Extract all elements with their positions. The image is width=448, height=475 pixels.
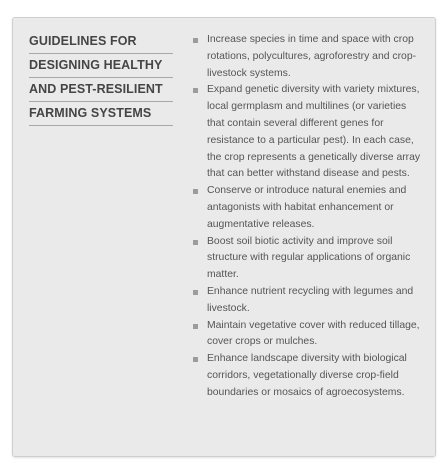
square-bullet-icon <box>193 88 198 93</box>
square-bullet-icon <box>193 324 198 329</box>
list-item <box>191 351 423 401</box>
list-item <box>191 32 423 82</box>
list-item <box>191 284 423 318</box>
square-bullet-icon <box>193 357 198 362</box>
square-bullet-icon <box>193 240 198 245</box>
list-item <box>191 82 423 183</box>
square-bullet-icon <box>193 38 198 43</box>
list-item-text: Enhance nutrient recycling with legumes and livestock. <box>207 285 414 314</box>
heading-line-3: AND PEST-RESILIENT <box>29 78 173 102</box>
list-item-text: Increase species in time and space with crop rotations, polycultures, agroforestry and crop-livestock systems. <box>207 34 417 79</box>
square-bullet-icon <box>193 189 198 194</box>
list-item-text: Boost soil biotic activity and improve soil structure with regular applications of organic matter. <box>207 235 411 281</box>
heading-line-2: DESIGNING HEALTHY <box>29 54 173 78</box>
list-item <box>191 183 423 233</box>
guidelines-list <box>191 32 423 402</box>
list-item-text: Maintain vegetative cover with reduced tillage, cover crops or mulches. <box>207 319 420 348</box>
guidelines-panel <box>12 17 436 457</box>
list-item <box>191 234 423 284</box>
square-bullet-icon <box>193 290 198 295</box>
section-heading <box>29 30 173 126</box>
list-item-text: Expand genetic diversity with variety mixtures, local germplasm and multilines (or varieties that contain several different genes for resistance to a particular pest). In each case, the crop represents a genetically diverse array that can better withstand disease and pests. <box>207 84 421 180</box>
list-item <box>191 318 423 352</box>
list-item-text: Conserve or introduce natural enemies and antagonists with habitat enhancement or augmentative releases. <box>207 185 407 230</box>
heading-line-4: FARMING SYSTEMS <box>29 102 173 126</box>
list-item-text: Enhance landscape diversity with biological corridors, vegetationally diverse crop-field boundaries or mosaics of agroecosystems. <box>207 353 407 398</box>
heading-line-1: GUIDELINES FOR <box>29 30 173 54</box>
